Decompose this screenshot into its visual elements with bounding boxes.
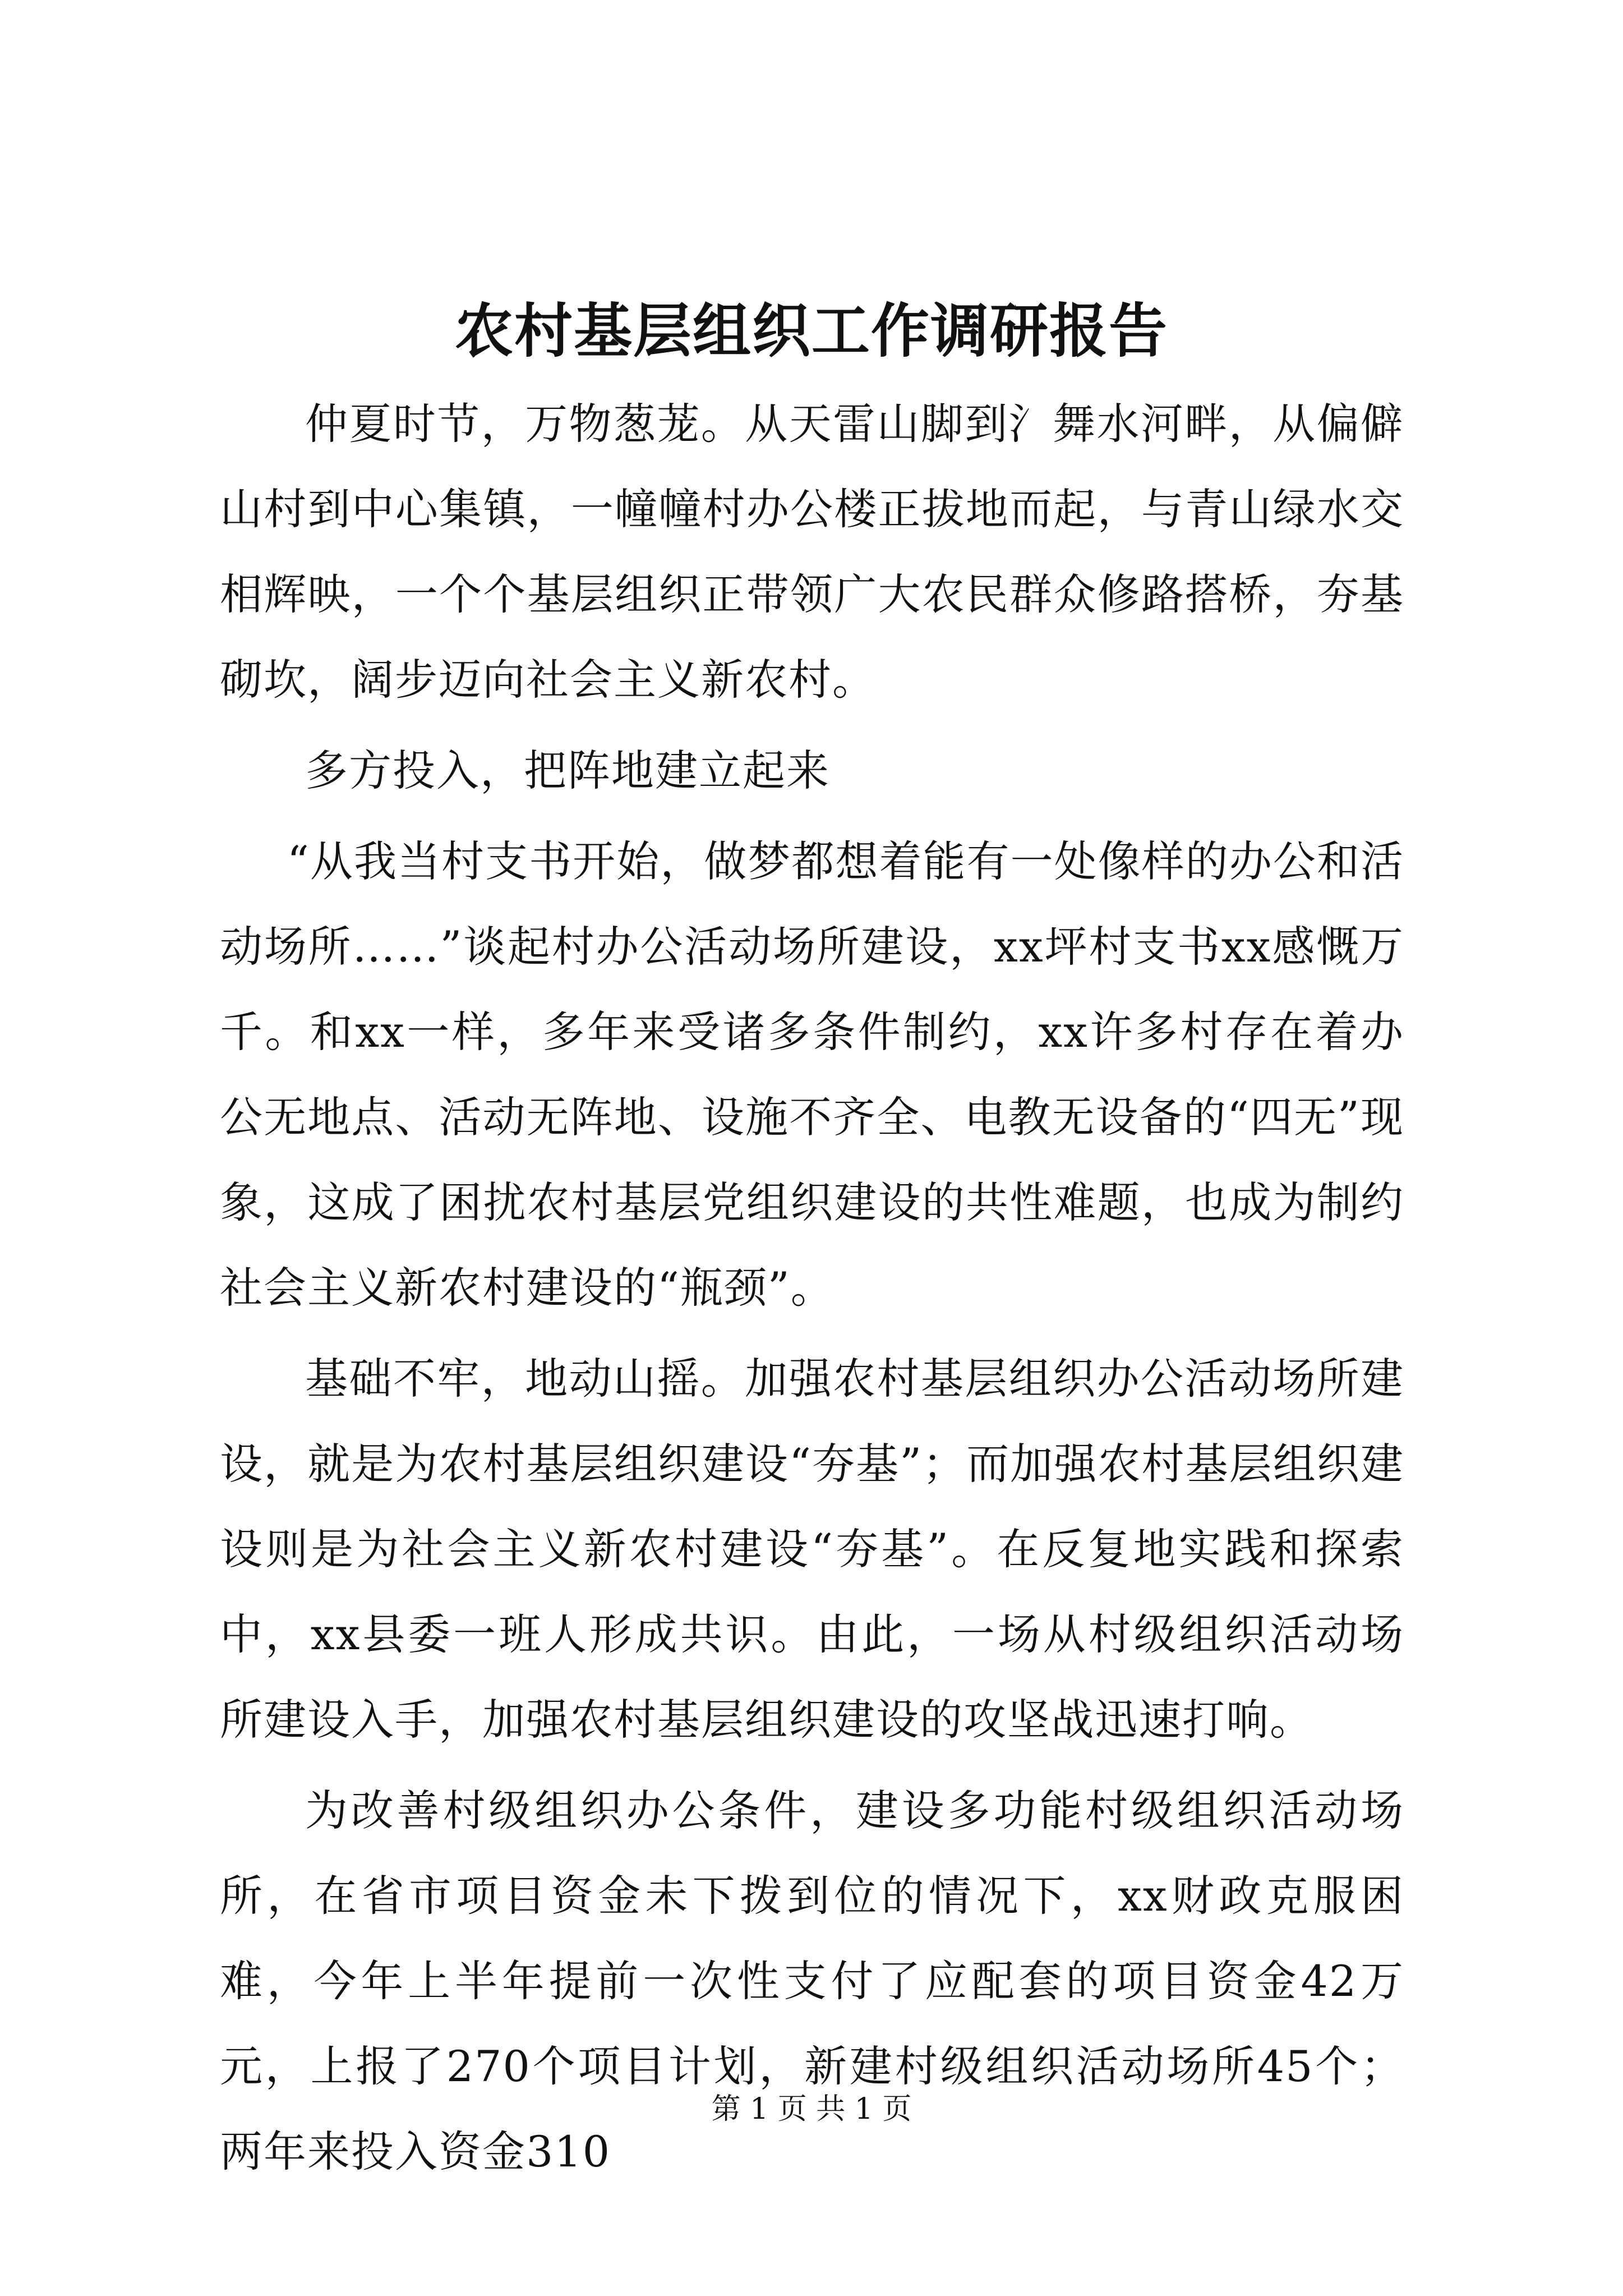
paragraph-quote: “从我当村支书开始，做梦都想着能有一处像样的办公和活动场所……”谈起村办公活动场所建设，xx坪村支书xx感慨万千。和xx一样，多年来受诸多条件制约，xx许多村存在着办公无地点、活动无阵地、设施不齐全、电教无设备的“四无”现象，这成了困扰农村基层党组织建设的共性难题，也成为制约社会主义新农村建设的“瓶颈”。 [220,836,1404,1313]
section-heading: 多方投入，把阵地建立起来 [305,746,830,795]
paragraph-foundation: 基础不牢，地动山摇。加强农村基层组织办公活动场所建设，就是为农村基层组织建设“夯基”；而加强农村基层组织建设则是为社会主义新农村建设“夯基”。在反复地实践和探索中，xx县委一班人形成共识。由此，一场从村级组织活动场所建设入手，加强农村基层组织建设的攻坚战迅速打响。 [220,1354,1404,1745]
document-title: 农村基层组织工作调研报告 [454,296,1168,365]
page-footer: 第 1 页 共 1 页 [711,2092,912,2126]
document-body [220,381,1404,2200]
paragraph-funding: 为改善村级组织办公条件，建设多功能村级组织活动场所，在省市项目资金未下拨到位的情况下，xx财政克服困难，今年上半年提前一次性支付了应配套的项目资金42万元，上报了270个项目计划，新建村级组织活动场所45个；两年来投入资金310 [220,1786,1404,2177]
paragraph-intro: 仲夏时节，万物葱茏。从天雷山脚到氵舞水河畔，从偏僻山村到中心集镇，一幢幢村办公楼正拔地而起，与青山绿水交相辉映，一个个基层组织正带领广大农民群众修路搭桥，夯基砌坎，阔步迈向社会主义新农村。 [220,399,1404,705]
